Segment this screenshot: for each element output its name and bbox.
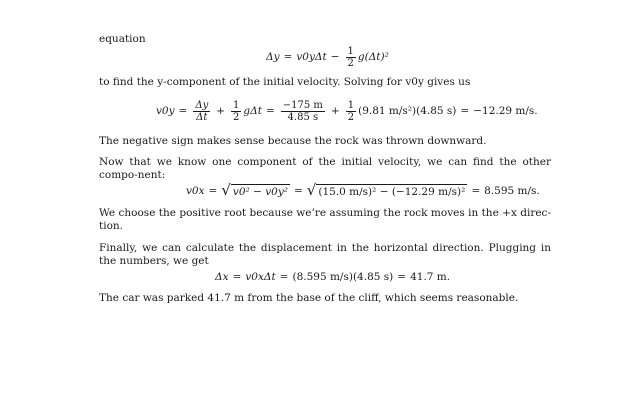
eq1-fraction [346,46,356,69]
eq2-fraction-2 [231,100,241,123]
eq1-frac-num: 1 [347,45,354,57]
eq3-lhs: v0x [186,184,205,197]
paragraph-finally [99,242,551,268]
equation-v0x-solution [186,181,540,201]
eq2-lhs: v0y [156,104,175,117]
eq3-radicand-symbolic: v0² − v0y² [232,186,288,198]
now-that-text: Now that we know one component of the initial velocity, we can find the other compo-nent: [99,156,551,181]
negative-sign-text: The negative sign makes sense because the rock was thrown downward. [99,135,487,147]
choose-positive-text: We choose the positive root because we’re assuming the rock moves in the +x direc-tion. [99,207,551,232]
eq4-equals-3: = [397,270,407,283]
eq2-fraction-3 [281,100,325,123]
eq2-frac1-den: Δt [196,111,208,123]
eq1-term2: g(Δt)² [357,50,389,63]
equation-v0y-solution [156,96,538,126]
finally-text: Finally, we can calculate the displacement in the horizontal direction. Plugging in the numbers, we get [99,242,551,267]
eq2-frac4-num: 1 [347,99,355,111]
eq3-equals-3: = [471,184,481,197]
eq2-equals-2: = [265,104,275,117]
eq3-sqrt-symbolic [221,183,290,199]
paragraph-car-parked [99,292,518,305]
eq2-fraction-4 [346,100,356,123]
eq1-minus: − [330,50,340,63]
eq2-result: −12.29 m/s. [473,104,538,117]
eq4-term1: v0xΔt [245,270,276,283]
equation-displacement-x [215,270,450,284]
eq2-frac3-den: 4.85 s [287,111,319,123]
eq3-radicand-numeric: (15.0 m/s)² − (−12.29 m/s)² [318,186,466,198]
eq2-frac2-den: 2 [233,111,240,123]
eq1-term1: v0yΔt [296,50,327,63]
eq2-frac3-num: −175 m [282,99,323,111]
eq1-frac-den: 2 [347,57,354,69]
eq2-plus-2: + [330,104,340,117]
text-equation-word [99,33,146,46]
eq4-numeric: (8.595 m/s)(4.85 s) [292,270,394,283]
eq4-lhs: Δx [215,270,229,283]
eq4-equals-2: = [279,270,289,283]
eq2-fraction-1 [193,100,210,123]
eq2-equals-3: = [460,104,470,117]
eq4-result: 41.7 m. [410,270,451,283]
sqrt-symbol-2: √ [306,181,317,199]
eq1-equals: = [283,50,293,63]
eq3-equals-2: = [293,184,303,197]
paragraph-find-y-component [99,76,470,89]
eq3-equals-1: = [208,184,218,197]
eq4-equals-1: = [232,270,242,283]
find-y-component-text: to find the y-component of the initial velocity. Solving for v0y gives us [99,76,471,88]
sqrt-symbol-1: √ [221,181,231,199]
paragraph-now-that [99,156,551,182]
eq2-frac4-den: 2 [347,111,355,123]
eq1-lhs: Δy [266,50,280,63]
eq3-result: 8.595 m/s. [484,184,540,197]
eq2-frac1-num: Δy [195,99,209,111]
eq2-term-g: gΔt [243,104,262,117]
equation-displacement-y [266,44,389,70]
eq2-equals-1: = [178,104,188,117]
paragraph-negative-sign [99,135,486,148]
paragraph-choose-positive [99,207,551,233]
equation-word: equation [99,33,146,45]
eq2-term-numeric: (9.81 m/s²)(4.85 s) [358,104,457,117]
eq2-frac2-num: 1 [233,99,240,111]
eq2-plus-1: + [216,104,226,117]
eq3-sqrt-numeric [307,183,468,199]
car-parked-text: The car was parked 41.7 m from the base of the cliff, which seems reasonable. [99,292,519,304]
